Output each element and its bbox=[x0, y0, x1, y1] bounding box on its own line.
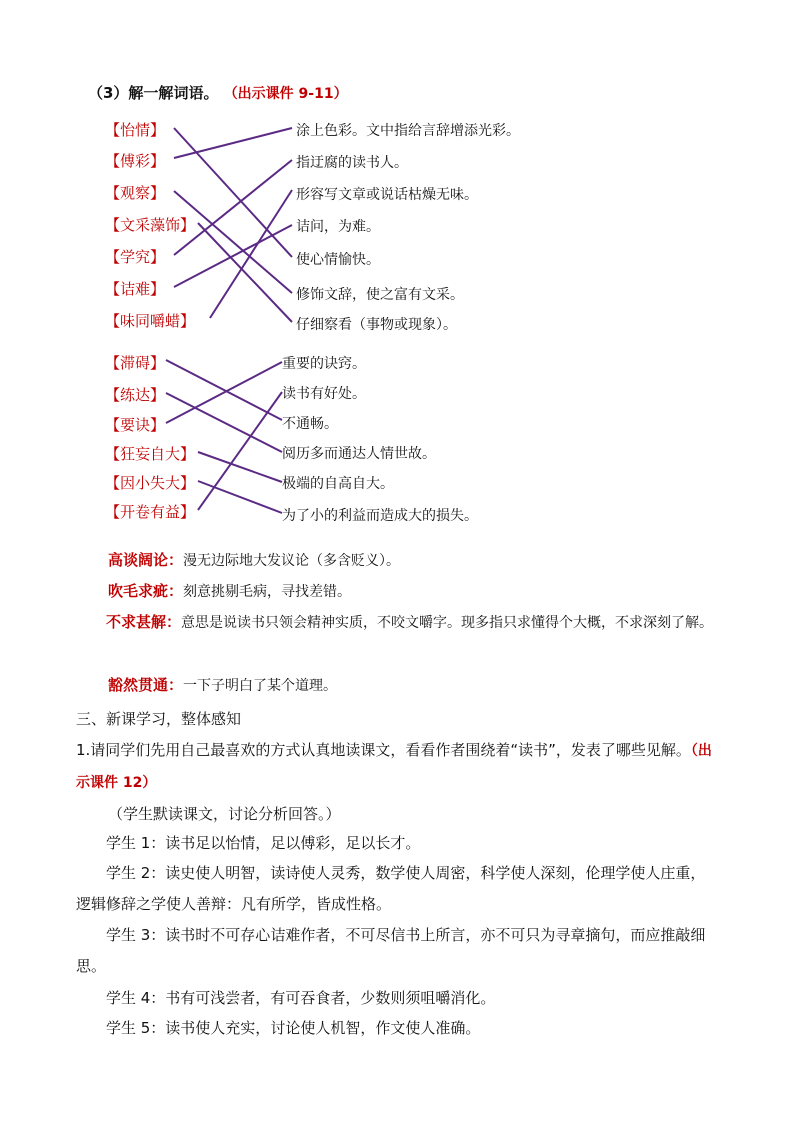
student-answer: 学生 2：读史使人明智，读诗使人灵秀，数学使人周密，科学使人深刻，伦理学使人庄重，逻辑修辞之学使人善辩：凡有所学，皆成性格。 bbox=[76, 864, 706, 913]
student-answer: 学生 3：读书时不可存心诘难作者，不可尽信书上所言，亦不可只为寻章摘句，而应推敲细思。 bbox=[76, 926, 706, 975]
match-line bbox=[174, 128, 292, 158]
match-line bbox=[198, 392, 282, 510]
section-title: （3）解一解词语。 bbox=[88, 84, 219, 102]
glossary-term: 不求甚解： bbox=[106, 613, 182, 631]
match-term: 【文采藻饰】 bbox=[105, 216, 196, 234]
match-term: 【狂妄自大】 bbox=[105, 445, 196, 463]
student-answer: 学生 4：书有可浅尝者，有可吞食者，少数则须咀嚼消化。 bbox=[106, 989, 496, 1007]
student-answer: 学生 5：读书使人充实，讨论使人机智，作文使人准确。 bbox=[106, 1019, 481, 1037]
match-definition: 形容写文章或说话枯燥无味。 bbox=[296, 187, 478, 203]
student-answer: 学生 1：读书足以怡情，足以傅彩，足以长才。 bbox=[106, 834, 421, 852]
match-term: 【滞碍】 bbox=[105, 354, 166, 372]
match-term: 【要诀】 bbox=[105, 416, 166, 434]
match-definition: 为了小的利益而造成大的损失。 bbox=[282, 508, 478, 524]
match-line bbox=[166, 362, 282, 423]
match-line bbox=[198, 223, 292, 322]
match-term: 【诘难】 bbox=[105, 280, 166, 298]
match-definition: 修饰文辞，使之富有文采。 bbox=[296, 287, 464, 303]
match-line bbox=[174, 128, 292, 257]
match-term: 【观察】 bbox=[105, 184, 166, 202]
question-text: 1.请同学们先用自己最喜欢的方式认真地读课文，看看作者围绕着“读书”，发表了哪些见解。 bbox=[76, 741, 691, 759]
match-term: 【味同嚼蜡】 bbox=[105, 312, 196, 330]
question bbox=[76, 735, 720, 799]
glossary-term: 吹毛求疵： bbox=[108, 582, 184, 600]
match-definition: 阅历多而通达人情世故。 bbox=[282, 446, 436, 462]
match-definition: 重要的诀窍。 bbox=[282, 356, 366, 372]
match-definition: 仔细察看（事物或现象）。 bbox=[296, 317, 457, 333]
courseware-note: （出示课件 9-11） bbox=[223, 86, 348, 102]
glossary-definition: 一下子明白了某个道理。 bbox=[183, 678, 338, 694]
glossary-term: 高谈阔论： bbox=[108, 551, 184, 569]
match-term: 【开卷有益】 bbox=[105, 503, 196, 521]
match-definition: 诘问，为难。 bbox=[296, 219, 380, 235]
match-definition: 读书有好处。 bbox=[282, 386, 366, 402]
match-definition: 使心情愉快。 bbox=[296, 252, 380, 268]
courseware-note: （出示课件 12） bbox=[76, 743, 712, 791]
match-definition: 不通畅。 bbox=[282, 416, 338, 432]
match-definition: 极端的自高自大。 bbox=[282, 476, 394, 492]
glossary-entry bbox=[76, 607, 720, 639]
match-term: 【学究】 bbox=[105, 248, 166, 266]
glossary-entry bbox=[108, 670, 720, 702]
match-term: 【傅彩】 bbox=[105, 152, 166, 170]
match-definition: 涂上色彩。文中指给言辞增添光彩。 bbox=[296, 123, 520, 139]
match-term: 【因小失大】 bbox=[105, 474, 196, 492]
match-line bbox=[210, 190, 292, 318]
section-heading: 三、新课学习，整体感知 bbox=[76, 710, 242, 728]
glossary-entry bbox=[108, 576, 720, 608]
match-term: 【怡情】 bbox=[105, 121, 166, 139]
glossary-definition: 漫无边际地大发议论（多含贬义）。 bbox=[183, 553, 401, 569]
match-line bbox=[198, 481, 282, 513]
match-line bbox=[198, 452, 282, 482]
activity-note: （学生默读课文，讨论分析回答。） bbox=[108, 805, 341, 823]
glossary-entry bbox=[108, 545, 720, 577]
match-term: 【练达】 bbox=[105, 386, 166, 404]
glossary-term: 豁然贯通： bbox=[108, 676, 184, 694]
match-line bbox=[166, 360, 282, 420]
match-definition: 指迂腐的读书人。 bbox=[296, 155, 408, 171]
glossary-definition: 刻意挑剔毛病，寻找差错。 bbox=[183, 584, 352, 600]
glossary-definition: 意思是说读书只领会精神实质，不咬文嚼字。现多指只求懂得个大概，不求深刻了解。 bbox=[181, 615, 714, 631]
